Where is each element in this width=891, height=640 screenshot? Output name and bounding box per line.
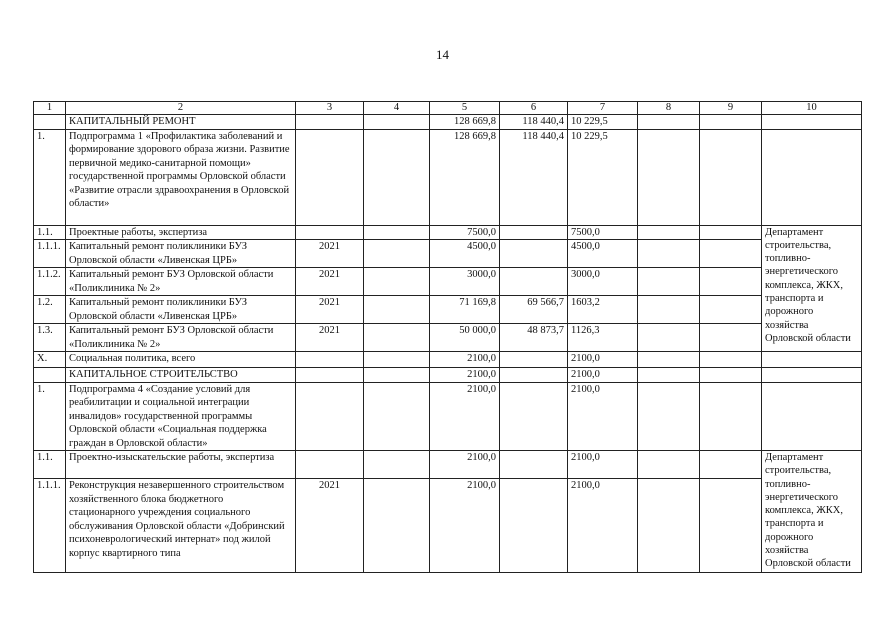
cell-col5: 2100,0 [430,382,500,451]
header-cell: 5 [430,102,500,115]
cell-col6 [500,382,568,451]
table-row [34,268,862,296]
cell-col5: 71 169,8 [430,296,500,324]
row-year: 2021 [296,324,364,352]
section-row [34,368,862,383]
cell-col6: 118 440,4 [500,129,568,225]
header-cell: 3 [296,102,364,115]
program-table [33,101,862,573]
cell-col6 [500,352,568,368]
row-number: 1.3. [34,324,66,352]
table-row [34,382,862,451]
header-cell: 10 [762,102,862,115]
cell-col6 [500,479,568,573]
cell-col6: 48 873,7 [500,324,568,352]
cell-col7: 10 229,5 [568,115,638,130]
row-name: Капитальный ремонт БУЗ Орловской области «Поликлиника № 2» [66,324,296,352]
responsible-department: Департамент строительства, топливно-энергетического комплекса, ЖКХ, транспорта и дорожного хозяйства Орловской области [762,225,862,352]
row-number: 1.2. [34,296,66,324]
header-cell: 9 [700,102,762,115]
section-title: КАПИТАЛЬНЫЙ РЕМОНТ [66,115,296,130]
cell-col6 [500,225,568,240]
row-year [296,451,364,479]
header-cell: 8 [638,102,700,115]
header-cell: 1 [34,102,66,115]
cell-col7: 2100,0 [568,368,638,383]
cell-col7: 7500,0 [568,225,638,240]
cell-col6 [500,268,568,296]
cell-col6: 69 566,7 [500,296,568,324]
row-name: Капитальный ремонт БУЗ Орловской области «Поликлиника № 2» [66,268,296,296]
header-cell: 4 [364,102,430,115]
row-number: 1.1.2. [34,268,66,296]
row-name: Капитальный ремонт поликлиники БУЗ Орловской области «Ливенская ЦРБ» [66,240,296,268]
row-year: 2021 [296,479,364,573]
section-row [34,115,862,130]
cell-col5: 2100,0 [430,479,500,573]
cell-col5: 3000,0 [430,268,500,296]
row-number: X. [34,352,66,368]
cell-col7: 4500,0 [568,240,638,268]
row-name: Капитальный ремонт поликлиники БУЗ Орловской области «Ливенская ЦРБ» [66,296,296,324]
cell-col7: 2100,0 [568,382,638,451]
table-row [34,296,862,324]
table-row [34,240,862,268]
cell-col7: 2100,0 [568,352,638,368]
cell-col6: 118 440,4 [500,115,568,130]
row-year: 2021 [296,240,364,268]
row-number: 1.1. [34,225,66,240]
cell-col5: 128 669,8 [430,129,500,225]
table-row [34,352,862,368]
table-row [34,451,862,479]
cell-col7: 2100,0 [568,451,638,479]
row-number: 1.1. [34,451,66,479]
table-row [34,129,862,225]
row-number: 1. [34,382,66,451]
section-title: КАПИТАЛЬНОЕ СТРОИТЕЛЬСТВО [66,368,296,383]
cell-col7: 1126,3 [568,324,638,352]
table-row [34,324,862,352]
table-row [34,479,862,573]
header-cell: 2 [66,102,296,115]
cell-col6 [500,240,568,268]
row-year: 2021 [296,296,364,324]
row-year [296,129,364,225]
cell-col7: 10 229,5 [568,129,638,225]
row-number: 1.1.1. [34,240,66,268]
responsible-department: Департамент строительства, топливно-энергетического комплекса, ЖКХ, транспорта и дорожного хозяйства Орловской области [762,451,862,573]
cell-col5: 128 669,8 [430,115,500,130]
header-cell: 7 [568,102,638,115]
row-name: Подпрограмма 4 «Создание условий для реабилитации и социальной интеграции инвалидов» государственной программы Орловской области «Социальная поддержка граждан в Орловской области» [66,382,296,451]
header-cell: 6 [500,102,568,115]
row-year [296,382,364,451]
cell-col5: 2100,0 [430,451,500,479]
cell-col6 [500,451,568,479]
row-number: 1. [34,129,66,225]
cell-col5: 2100,0 [430,368,500,383]
row-name: Подпрограмма 1 «Профилактика заболеваний и формирование здорового образа жизни. Развитие первичной медико-санитарной помощи» государственной программы Орловской области «Развитие отрасли здравоохранения в Орловской области» [66,129,296,225]
table-row [34,225,862,240]
cell-col7: 2100,0 [568,479,638,573]
row-name: Социальная политика, всего [66,352,296,368]
cell-col5: 50 000,0 [430,324,500,352]
row-year: 2021 [296,268,364,296]
cell-col5: 2100,0 [430,352,500,368]
row-number: 1.1.1. [34,479,66,573]
cell-col5: 4500,0 [430,240,500,268]
row-name: Проектно-изыскательские работы, экспертиза [66,451,296,479]
row-year [296,352,364,368]
cell-col5: 7500,0 [430,225,500,240]
row-year [296,225,364,240]
header-row [34,102,862,115]
page-number: 14 [436,47,449,62]
cell-col7: 1603,2 [568,296,638,324]
cell-col7: 3000,0 [568,268,638,296]
row-name: Реконструкция незавершенного строительством хозяйственного блока бюджетного стационарного учреждения социального обслуживания Орловской области «Добринский психоневрологический интернат» под жилой корпус квартирного типа [66,479,296,573]
row-name: Проектные работы, экспертиза [66,225,296,240]
